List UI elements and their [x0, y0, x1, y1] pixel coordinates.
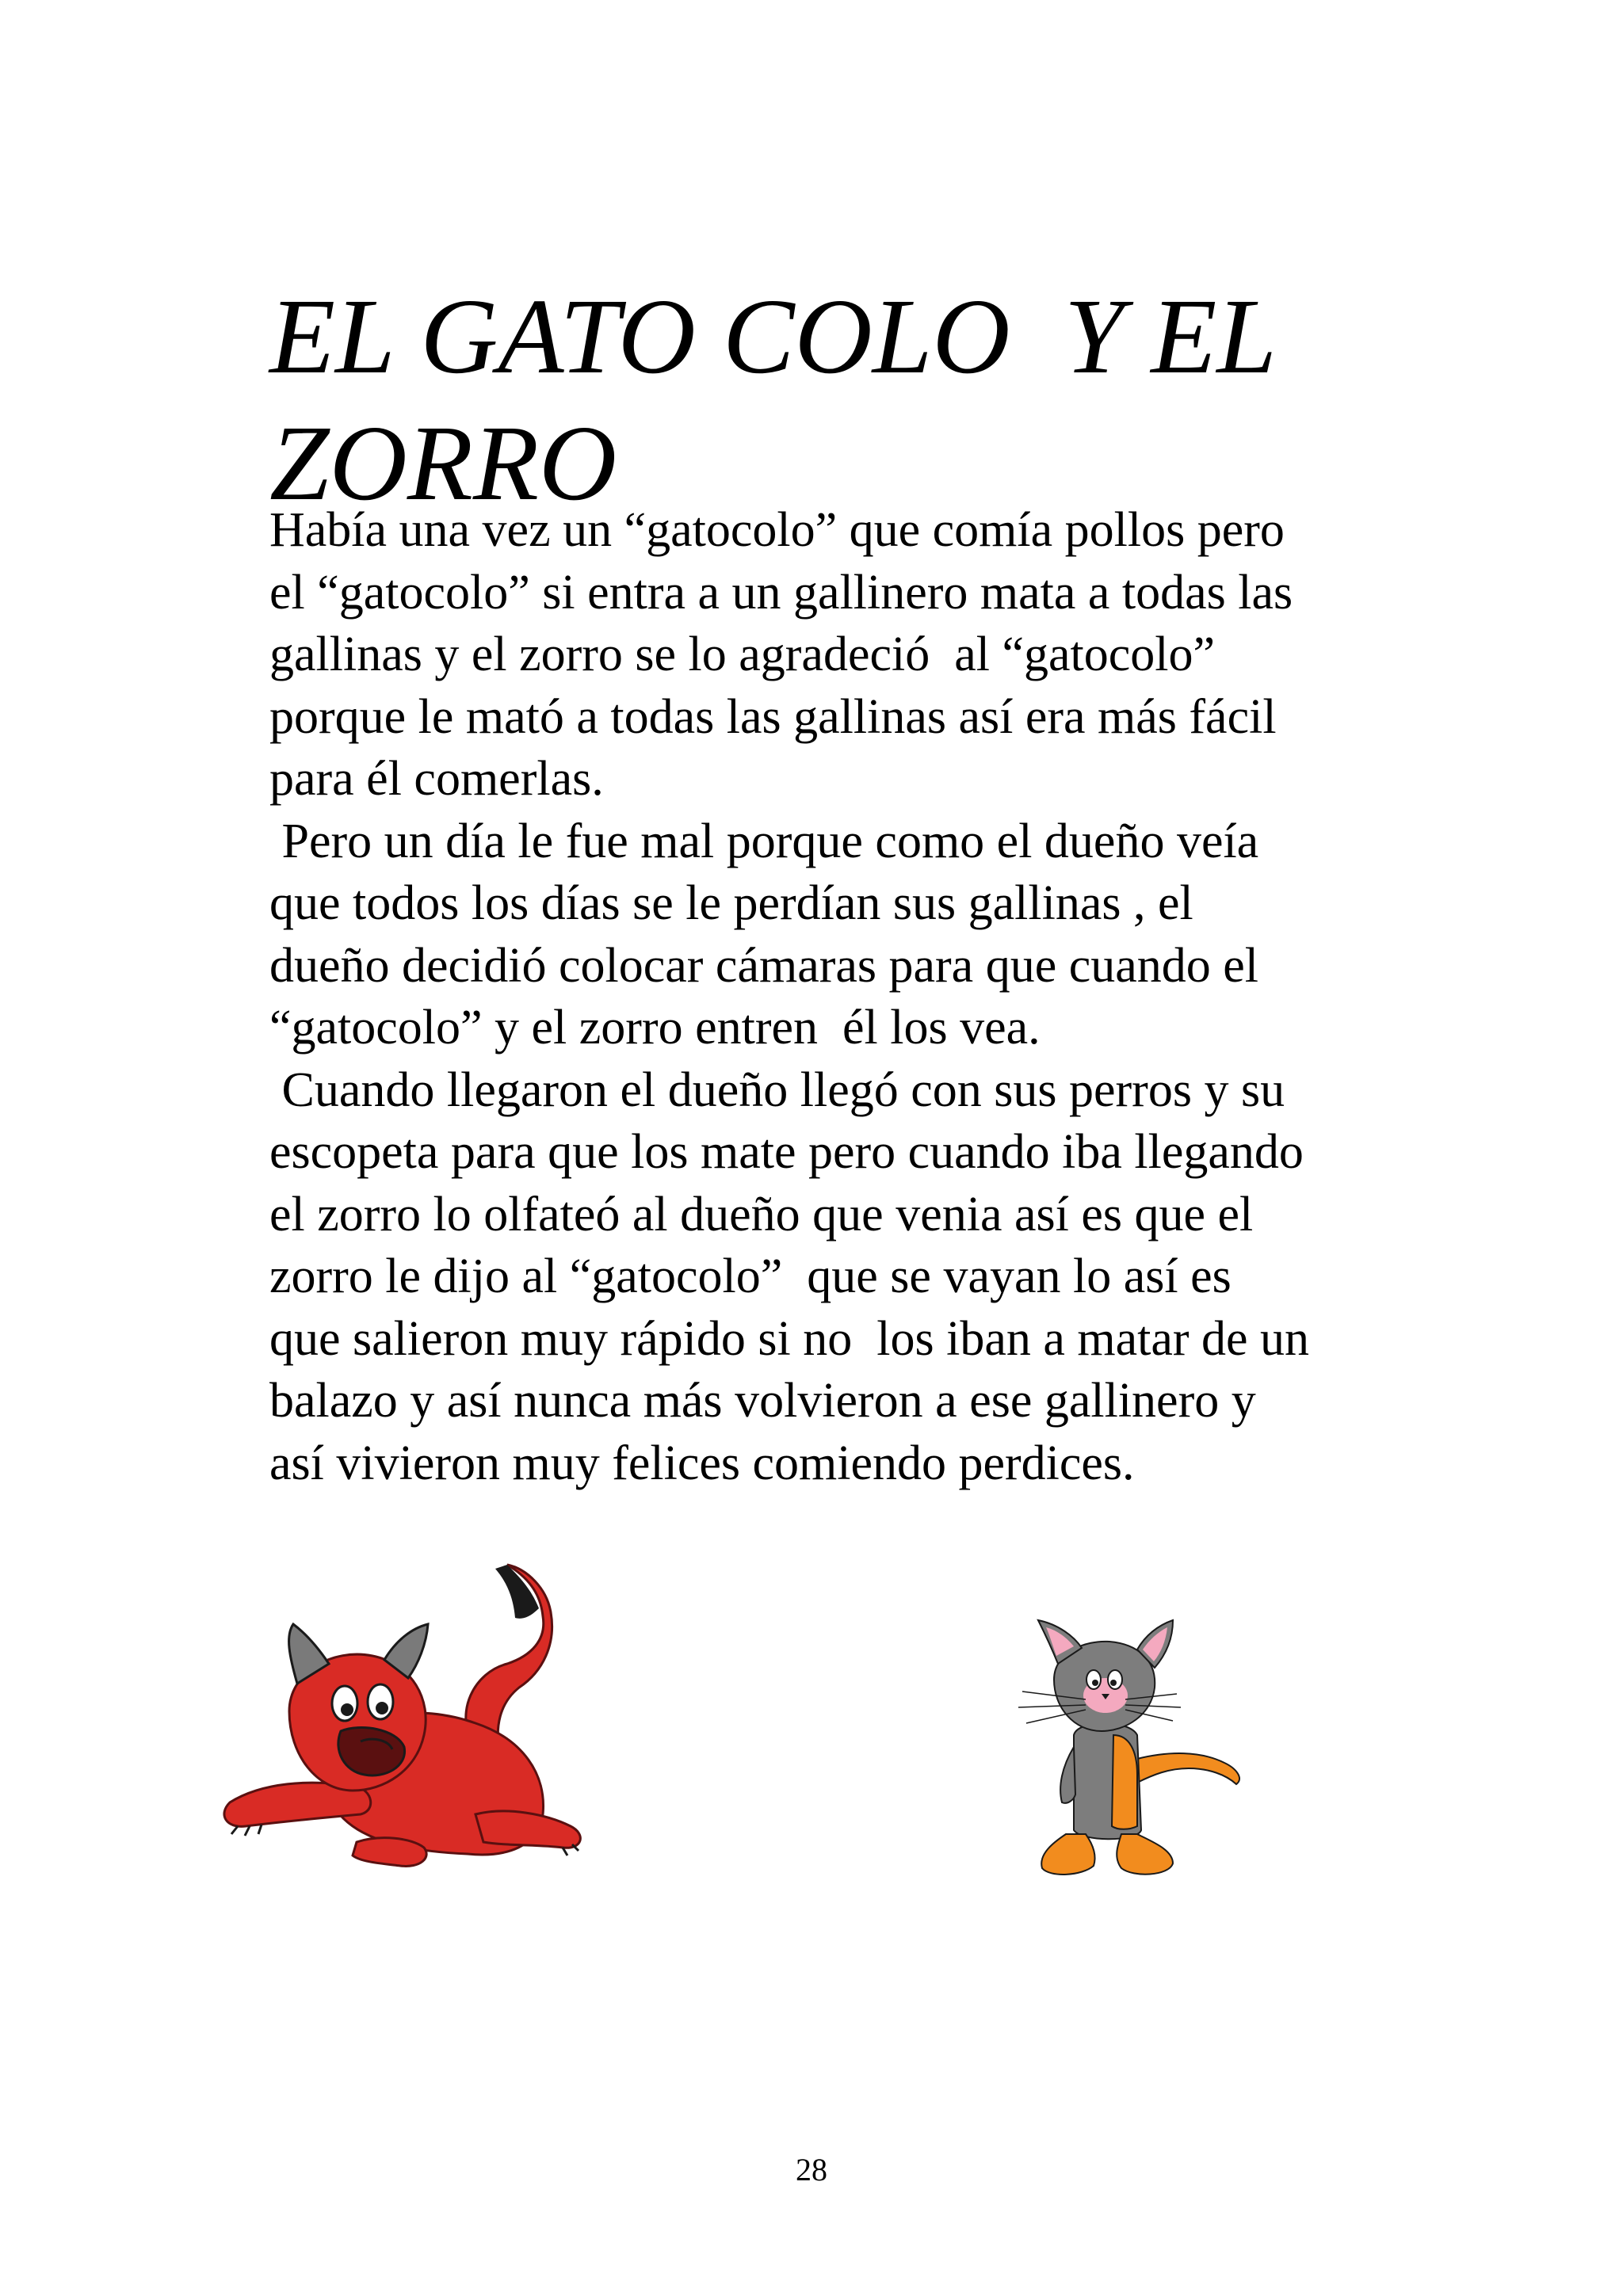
story-body	[269, 499, 1474, 1494]
fox-illustration	[214, 1553, 642, 1901]
body-line: dueño decidió colocar cámaras para que cuando el	[269, 938, 1258, 993]
title-line: EL GATO COLO Y EL	[269, 277, 1277, 396]
body-line: Cuando llegaron el dueño llegó con sus perros y su	[269, 1062, 1285, 1117]
body-line: el zorro lo olfateó al dueño que venia así es que el	[269, 1187, 1254, 1241]
body-line: “gatocolo” y el zorro entren él los vea.	[269, 1001, 1041, 1055]
body-line: escopeta para que los mate pero cuando iba llegando	[269, 1125, 1304, 1179]
title-line: ZORRO	[269, 404, 617, 523]
body-line: Había una vez un “gatocolo” que comía pollos pero	[269, 503, 1285, 557]
body-line: gallinas y el zorro se lo agradeció al “gatocolo”	[269, 627, 1215, 681]
body-line: zorro le dijo al “gatocolo” que se vayan lo así es	[269, 1249, 1232, 1303]
body-line: Pero un día le fue mal porque como el dueño veía	[269, 814, 1259, 868]
body-line: que salieron muy rápido si no los iban a matar de un	[269, 1311, 1310, 1366]
cat-illustration	[1018, 1616, 1248, 1886]
page-number: 28	[796, 2152, 827, 2187]
body-line: que todos los días se le perdían sus gallinas , el	[269, 876, 1193, 930]
body-line: el “gatocolo” si entra a un gallinero mata a todas las	[269, 565, 1293, 620]
body-line: balazo y así nunca más volvieron a ese gallinero y	[269, 1374, 1256, 1428]
body-line: para él comerlas.	[269, 752, 604, 806]
body-line: así vivieron muy felices comiendo perdices.	[269, 1436, 1135, 1490]
story-title	[269, 273, 1458, 527]
body-line: porque le mató a todas las gallinas así era más fácil	[269, 689, 1277, 744]
